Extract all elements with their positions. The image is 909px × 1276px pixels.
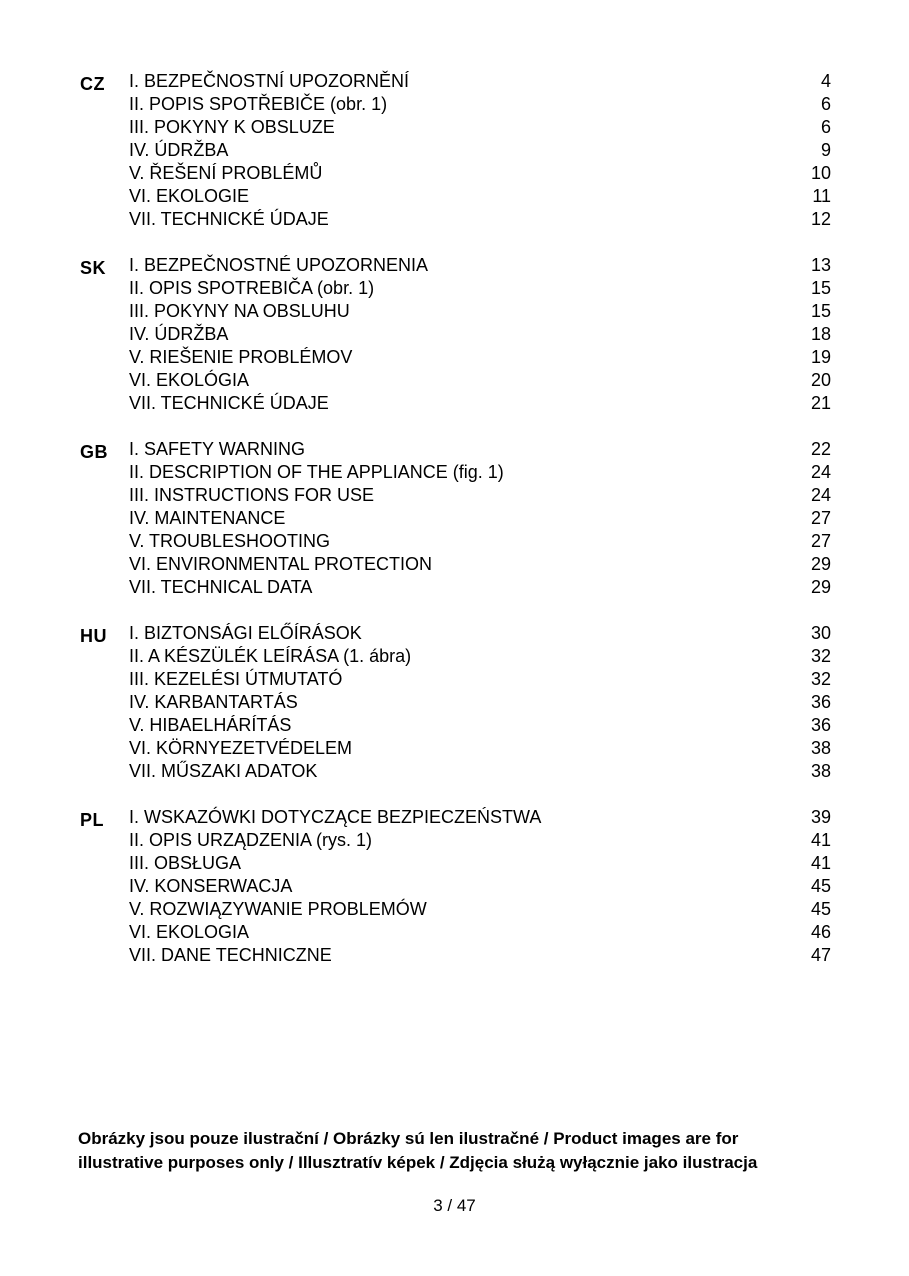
toc-entry[interactable]: [129, 760, 831, 783]
toc-entry[interactable]: [129, 70, 831, 93]
toc-entry-page: 47: [810, 945, 831, 965]
toc-entry[interactable]: [129, 484, 831, 507]
toc-entry[interactable]: [129, 93, 831, 116]
toc-entry-page: 27: [810, 531, 831, 551]
toc-entry[interactable]: [129, 162, 831, 185]
toc-entry[interactable]: [129, 737, 831, 760]
section-language-code: GB: [80, 442, 108, 462]
disclaimer-line: illustrative purposes only / Illusztratív képek / Zdjęcia służą wyłącznie jako ilustracja: [78, 1153, 758, 1172]
toc-entry-title: IV. ÚDRŽBA: [129, 140, 229, 160]
toc-entry[interactable]: [129, 576, 831, 599]
toc-entry[interactable]: [129, 346, 831, 369]
toc-entry-page: 36: [810, 692, 831, 712]
toc-entry[interactable]: [129, 438, 831, 461]
toc-entry[interactable]: [129, 323, 831, 346]
toc-entry-page: 29: [810, 577, 831, 597]
toc-entry-page: 21: [810, 393, 831, 413]
toc-entry-page: 15: [810, 301, 831, 321]
toc-entry-page: 24: [810, 462, 831, 482]
toc-entry-page: 9: [820, 140, 831, 160]
toc-entry-title: VI. EKOLOGIA: [129, 922, 250, 942]
toc-entry-title: II. OPIS URZĄDZENIA (rys. 1): [129, 830, 373, 850]
toc-entry-title: III. POKYNY K OBSLUZE: [129, 117, 335, 137]
toc-entry-title: III. OBSŁUGA: [129, 853, 242, 873]
toc-entry-page: 32: [810, 669, 831, 689]
toc-entry-title: III. KEZELÉSI ÚTMUTATÓ: [129, 669, 343, 689]
toc-entry-title: V. ROZWIĄZYWANIE PROBLEMÓW: [129, 899, 427, 919]
toc-entry-title: V. RIEŠENIE PROBLÉMOV: [129, 347, 353, 367]
toc-entry-title: IV. KONSERWACJA: [129, 876, 293, 896]
toc-entry[interactable]: [129, 254, 831, 277]
toc-entry[interactable]: [129, 461, 831, 484]
toc-entry-page: 30: [810, 623, 831, 643]
toc-entry[interactable]: [129, 714, 831, 737]
toc-entry-page: 27: [810, 508, 831, 528]
toc-entry-page: 22: [810, 439, 831, 459]
toc-entry[interactable]: [129, 829, 831, 852]
toc-entry-page: 18: [810, 324, 831, 344]
page-number: 3 / 47: [433, 1196, 476, 1215]
toc-entry[interactable]: [129, 507, 831, 530]
section-language-code: CZ: [80, 74, 105, 94]
toc-entry-page: 12: [810, 209, 831, 229]
toc-entry-title: II. A KÉSZÜLÉK LEÍRÁSA (1. ábra): [129, 646, 412, 666]
disclaimer-line: Obrázky jsou pouze ilustrační / Obrázky sú len ilustračné / Product images are for: [78, 1129, 739, 1148]
toc-entry[interactable]: [129, 530, 831, 553]
toc-section-pl: [0, 806, 909, 990]
toc-entry-page: 4: [820, 71, 831, 91]
toc-entry-title: II. OPIS SPOTREBIČA (obr. 1): [129, 278, 375, 298]
toc-entry[interactable]: [129, 691, 831, 714]
toc-entry-title: VII. TECHNICKÉ ÚDAJE: [129, 209, 329, 229]
toc-section-cz: [0, 70, 909, 254]
toc-entry-title: I. BEZPEČNOSTNÉ UPOZORNENIA: [129, 255, 429, 275]
toc-entry[interactable]: [129, 645, 831, 668]
toc-entry-title: III. INSTRUCTIONS FOR USE: [129, 485, 375, 505]
toc-section-gb: [0, 438, 909, 622]
toc-entry[interactable]: [129, 208, 831, 231]
toc-entry[interactable]: [129, 898, 831, 921]
toc-entry-page: 19: [810, 347, 831, 367]
toc-entry-title: I. BIZTONSÁGI ELŐÍRÁSOK: [129, 623, 362, 643]
toc-entry-page: 38: [810, 738, 831, 758]
toc-section-sk: [0, 254, 909, 438]
toc-entry-page: 38: [810, 761, 831, 781]
toc-entry-title: I. SAFETY WARNING: [129, 439, 306, 459]
toc-entry-title: I. WSKAZÓWKI DOTYCZĄCE BEZPIECZEŃSTWA: [129, 807, 542, 827]
toc-entry-page: 39: [810, 807, 831, 827]
toc-entry-page: 36: [810, 715, 831, 735]
toc-entry[interactable]: [129, 553, 831, 576]
toc-entry-page: 45: [810, 876, 831, 896]
toc-entry-title: VII. TECHNICKÉ ÚDAJE: [129, 393, 329, 413]
toc-entry-title: VII. DANE TECHNICZNE: [129, 945, 332, 965]
toc-entry-page: 32: [810, 646, 831, 666]
toc-entry-title: IV. MAINTENANCE: [129, 508, 286, 528]
toc-entry[interactable]: [129, 806, 831, 829]
toc-entry[interactable]: [129, 921, 831, 944]
toc-entry[interactable]: [129, 139, 831, 162]
toc-entries: [129, 622, 831, 783]
toc-entry-page: 41: [810, 853, 831, 873]
toc-entry-title: V. HIBAELHÁRÍTÁS: [129, 715, 292, 735]
toc-entry-page: 41: [810, 830, 831, 850]
toc-entry[interactable]: [129, 852, 831, 875]
toc-entry-title: VI. EKOLÓGIA: [129, 370, 250, 390]
toc-entries: [129, 70, 831, 231]
toc-entry-page: 10: [810, 163, 831, 183]
toc-entry-title: VI. KÖRNYEZETVÉDELEM: [129, 738, 353, 758]
toc-entry-page: 13: [810, 255, 831, 275]
toc-entry-title: II. DESCRIPTION OF THE APPLIANCE (fig. 1): [129, 462, 504, 482]
toc-entry-page: 6: [820, 117, 831, 137]
toc-section-hu: [0, 622, 909, 806]
toc-entry-title: VI. ENVIRONMENTAL PROTECTION: [129, 554, 433, 574]
toc-entry[interactable]: [129, 185, 831, 208]
toc-entry[interactable]: [129, 668, 831, 691]
toc-entry-title: VI. EKOLOGIE: [129, 186, 250, 206]
toc-entry-page: 29: [810, 554, 831, 574]
toc-entry-page: 15: [810, 278, 831, 298]
toc-entry-title: II. POPIS SPOTŘEBIČE (obr. 1): [129, 94, 388, 114]
toc-entry-page: 6: [820, 94, 831, 114]
toc-entry-title: V. TROUBLESHOOTING: [129, 531, 331, 551]
toc-entry[interactable]: [129, 116, 831, 139]
toc-entry-title: VII. MŰSZAKI ADATOK: [129, 761, 318, 781]
toc-entries: [129, 438, 831, 599]
toc-entry[interactable]: [129, 622, 831, 645]
toc-entries: [129, 254, 831, 415]
image-disclaimer: [78, 1127, 838, 1175]
toc-entry-title: III. POKYNY NA OBSLUHU: [129, 301, 350, 321]
toc-entry-title: I. BEZPEČNOSTNÍ UPOZORNĚNÍ: [129, 71, 410, 91]
toc-entry-page: 46: [810, 922, 831, 942]
toc-entry-title: IV. KARBANTARTÁS: [129, 692, 298, 712]
toc-entry[interactable]: [129, 875, 831, 898]
toc-entry-page: 20: [810, 370, 831, 390]
toc-entry[interactable]: [129, 392, 831, 415]
toc-entry-title: V. ŘEŠENÍ PROBLÉMŮ: [129, 163, 323, 183]
toc-entry[interactable]: [129, 300, 831, 323]
toc-entry-page: 11: [812, 186, 831, 206]
section-language-code: SK: [80, 258, 107, 278]
toc-entry[interactable]: [129, 277, 831, 300]
section-language-code: PL: [80, 810, 105, 830]
toc-entry[interactable]: [129, 369, 831, 392]
toc-entry[interactable]: [129, 944, 831, 967]
toc-entry-title: IV. ÚDRŽBA: [129, 324, 229, 344]
toc-entry-title: VII. TECHNICAL DATA: [129, 577, 313, 597]
toc-entry-page: 24: [810, 485, 831, 505]
section-language-code: HU: [80, 626, 107, 646]
toc-entries: [129, 806, 831, 967]
toc-entry-page: 45: [810, 899, 831, 919]
table-of-contents: [0, 70, 909, 990]
